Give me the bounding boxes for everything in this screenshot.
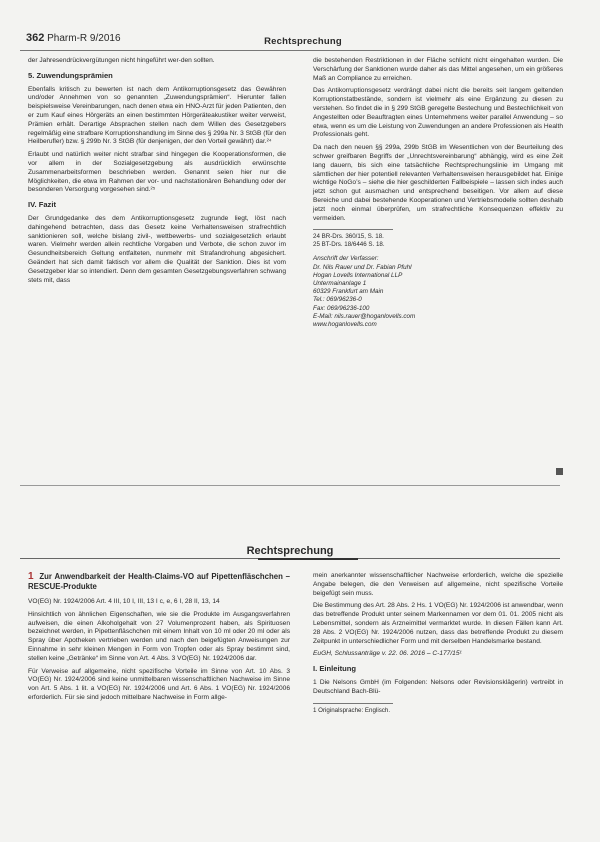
end-mark — [556, 468, 563, 475]
article-footnote: 1 Originalsprache: Englisch. — [313, 706, 391, 714]
right-paragraph-2: Das Antikorruptionsgesetz verdrängt dabei nicht die bereits seit langem geltenden Korruptionstatbestände, sondern ist vielmehr als eine Ergänzung zu diesen zu verstehen. So findet die in § 299 StGB geregelte Bestechung und Bestechlichkeit von Angestellten oder Beauftragten eines Unternehmens weiter parallel Anwendung – so etwa, wenn es um die Leistung von Zuwendungen an andere Professionen als Health Professionals geht. — [313, 87, 563, 139]
section-separator — [20, 485, 560, 486]
header-section-tab: Rechtsprechung — [258, 36, 348, 51]
section-4-heading: IV. Fazit — [28, 200, 56, 210]
page-header — [26, 32, 121, 44]
article-heading — [28, 572, 290, 592]
header-rule — [20, 50, 560, 51]
article-right-paragraph-2: Die Bestimmung des Art. 28 Abs. 2 Hs. 1 VO(EG) Nr. 1924/2006 ist anwendbar, wenn das betreffende Produkt unter seinem Markennamen vor dem 01. 01. 2005 nicht als Lebensmittel, sondern als Arzneimittel vermarktet wurde. In diesen Fällen kann Art. 28 Abs. 2 VO(EG) Nr. 1924/2006 nutzen, dass das betreffende Produkt zu diesem Zeitpunkt in unterschiedlicher Form und mit derselben Handelsmarke bestand. — [313, 602, 563, 645]
intro-line: der Jahresendrückvergütungen nicht hingeführt wer-den sollten. — [28, 57, 215, 64]
right-paragraph-3: Da nach den neuen §§ 299a, 299b StGB im Wesentlichen von der Beurteilung des schwer greifbaren Begriffs der „Unrechtsvereinbarung“ abhängig, wird es eine Zeit lang dauern, bis sich eine tatsächliche Rechtsprechungslinie im Umgang mit sämtlichen der hier potentiell relevanten Verhaltensweisen herausgebildet hat. Einige wichtige NoGo’s – siehe die hier geschilderten Fallbeispiele – lassen sich indes auch jetzt schon gut ausmachen und entsprechend beseitigen. Vor allem auf diese Bereiche und dabei bestehende Kooperationen und Vertriebsmodelle sollten deshalb jetzt noch einmal überprüfen, um strafrechtliche Konsequenzen effektiv zu vermeiden. — [313, 144, 563, 222]
right-paragraph-1: die bestehenden Restriktionen in der Fläche schlicht nicht eingehalten wurden. Die Verschärfung der Sanktionen wurde daher als das Mittel angesehen, um ein größeres Maß an Compliance zu erreichen. — [313, 57, 563, 82]
author-address — [313, 264, 563, 330]
top-right-column — [313, 57, 563, 329]
section-4-paragraph: Der Grundgedanke des dem Antikorruptionsgesetz zugrunde liegt, löst nach dahingehend betrachten, dass das Gesetz keine Verhaltensweisen strafrechtlich sanktionieren soll, welche bislang zivil-, wettbewerbs- und sozialgesetzlich erlaubt waren. Vielmehr werden allein rechtliche Vorgaben und Verbote, die schon zuvor im Gesundheitsbereich Geltung entfalteten, nunmehr mit Strafandrohung abgesichert. Geändert hat sich damit faktisch vor allem die Qualität der Sanktion. Dies ist vom Gesetzgeber klar so intendiert. Denn dem gesamten Gesetzgebungsverfahren schwang stets mit, dass — [28, 214, 286, 284]
article-left-column — [28, 572, 290, 707]
article-footnote-rule — [313, 703, 393, 704]
section-title: Rechtsprechung — [246, 545, 334, 557]
section-5-paragraph-2: Erlaubt und natürlich weiter nicht strafbar sind hingegen die Kooperationsformen, die vor allem in der Sozialgesetzgebung als ausdrücklich erwünschte Zusammenarbeitsformen beschrieben werden. Genannt seien hier nur die Möglichkeiten, die etwa im Rahmen der vor- und nachstationären Behandlung oder der besonderen Versorgung vorgesehen sind.²⁵ — [28, 151, 286, 194]
introduction-paragraph: 1 Die Nelsons GmbH (im Folgenden: Nelsons oder Revisionsklägerin) vertreibt in Deutschland Bach-Blü- — [313, 678, 563, 695]
section-5-paragraph-1: Ebenfalls kritisch zu bewerten ist nach dem Antikorruptionsgesetz das Gewähren und/oder Annehmen von so genannten „Zuwendungsprämien“. Hierunter fallen beispielsweise Vereinbarungen, nach denen etwa ein HNO-Arzt für jeden Patienten, den er zum Kauf eines Hörgeräts an einen bestimmten Hörgeräteakustiker weiter verweist, Prämien erhält. Derartige Absprachen stellen nach dem Willen des Gesetzgebers regelmäßig eine strafbare Korruptionshandlung im Sinne des § 299a Nr. 3 StGB (für den Heilberufler) bzw. § 299b Nr. 3 StGB (für denjenigen, der den Vorteil gewährt) dar.²⁴ — [28, 85, 286, 146]
article-number: 1 — [28, 571, 34, 582]
article-citation: EuGH, Schlussanträge v. 22. 06. 2016 – C-177/15¹ — [313, 650, 462, 658]
address-line: www.hoganlovells.com — [313, 320, 377, 328]
address-line: Hogan Lovells International LLP — [313, 271, 403, 279]
footnote-rule — [313, 229, 393, 230]
address-line: Fax: 069/96236-100 — [313, 304, 370, 312]
page-number: 362 — [26, 32, 45, 44]
article-paragraph-1: Hinsichtlich von ähnlichen Eigenschaften, wie sie die Produkte im Ausgangsverfahren aufweisen, die einen Alkoholgehalt von 27 Volumenprozent haben, als Spirituosen bezeichnet werden, in Pipettenfläschchen mit einem Inhalt von 10 ml oder 20 ml oder als Spray über Apotheken vertrieben werden und nach den beigefügten Anweisungen zur Einnahme in sehr kleinen Mengen in Form von Tropfen oder als Spray bestimmt sind, stellen keine „Getränke“ im Sinne von Art. 4 Abs. 3 VO(EG) Nr. 1924/2006 dar. — [28, 610, 290, 662]
address-label: Anschrift der Verfasser: — [313, 255, 379, 263]
section-5-heading: 5. Zuwendungsprämien — [28, 70, 113, 80]
section-title-accent — [258, 558, 358, 560]
footnote-24: 24 BR-Drs. 360/15, S. 18. — [313, 233, 384, 241]
article-right-column — [313, 572, 563, 715]
address-line: Tel.: 069/96236-0 — [313, 296, 362, 304]
journal-issue: Pharm-R 9/2016 — [47, 33, 121, 44]
top-left-column — [28, 57, 286, 289]
introduction-heading: I. Einleitung — [313, 664, 357, 674]
article-right-paragraph-1: mein anerkannter wissenschaftlicher Nachweise erforderlich, welche die spezielle Angabe belegen, die den Verweisen auf allgemeine, nicht spezifische Vorteile beigefügt sein muss. — [313, 572, 563, 597]
article-title: Zur Anwendbarkeit der Health-Claims-VO auf Pipettenfläschchen – RESCUE-Produkte — [28, 572, 290, 591]
article-paragraph-2: Für Verweise auf allgemeine, nicht spezifische Vorteile im Sinne von Art. 10 Abs. 3 VO(EG) Nr. 1924/2006 sind keine unmittelbaren wissenschaftlichen Nachweise im Sinne von Art. 5 Abs. 1 lit. a VO(EG) Nr. 1924/2006 und Art. 6 Abs. 1 VO(EG) Nr. 1924/2006 erforderlich. Für sie sind jedoch mittelbare Nachweise in Form allge- — [28, 667, 290, 701]
footnote-25: 25 BT-Drs. 18/6446 S. 18. — [313, 241, 385, 249]
address-line: 60329 Frankfurt am Main — [313, 288, 384, 296]
address-line: Untermainanlage 1 — [313, 279, 367, 287]
address-line: E-Mail: nils.rauer@hoganlovells.com — [313, 312, 416, 320]
article-norms: VO(EG) Nr. 1924/2006 Art. 4 III, 10 I, III, 13 I c, e, 6 I, 28 II, 13, 14 — [28, 598, 220, 605]
address-line: Dr. Nils Rauer und Dr. Fabian Pfuhl — [313, 263, 412, 271]
